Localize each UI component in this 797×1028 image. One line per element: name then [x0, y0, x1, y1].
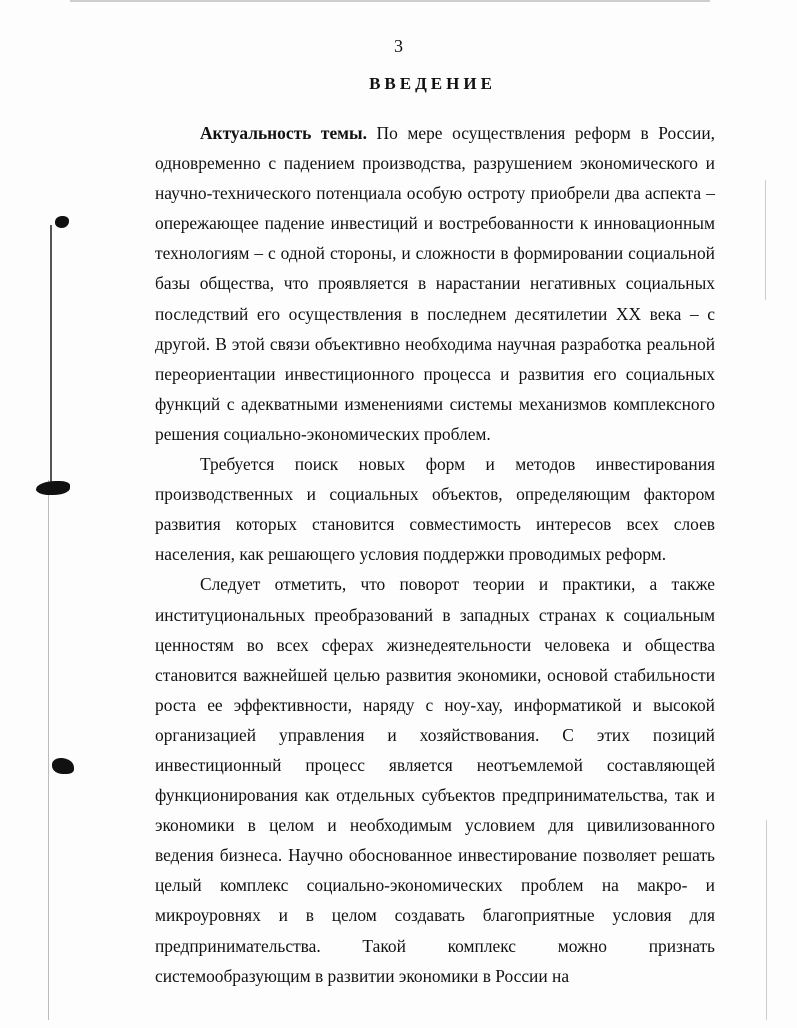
scan-artifact-right-line [765, 180, 766, 300]
ink-blot [36, 481, 70, 495]
body-text [155, 118, 715, 991]
paragraph-text: По мере осуществления реформ в России, одновременно с падением производства, разрушением экономического и научно-технического потенциала особую остроту приобрели два аспекта – опережающее падение инвестиций и востребованности к инновационным технологиям – с одной стороны, и сложности в формировании социальной базы общества, что проявляется в нарастании негативных социальных последствий его осуществления в последнем десятилетии XX века – с другой. В этой связи объективно необходима научная разработка реальной переориентации инвестиционного процесса и развития его социальных функций с адекватными изменениями системы механизмов комплексного решения социально-экономических проблем. [155, 123, 715, 444]
scan-edge-line [70, 0, 710, 2]
scan-artifact-margin-line [50, 225, 52, 485]
ink-blot [55, 216, 69, 228]
scan-artifact-right-line-lower [766, 820, 767, 1020]
page-number: 3 [394, 36, 403, 56]
paragraph [155, 118, 715, 449]
ink-blot [52, 758, 74, 774]
paragraph-text: Следует отметить, что поворот теории и практики, а также институциональных преобразований в западных странах к социальным ценностям во всех сферах жизнедеятельности человека и общества становится важнейшей целью развития экономики, основой стабильности роста ее эффективности, наряду с ноу-хау, информатикой и высокой организацией управления и хозяйствования. С этих позиций инвестиционный процесс является неотъемлемой составляющей функционирования как отдельных субъектов предпринимательства, так и экономики в целом и необходимым условием для цивилизованного ведения бизнеса. Научно обоснованное инвестирование позволяет решать целый комплекс социально-экономических проблем на макро- и микроуровнях и в целом создавать благоприятные условия для предпринимательства. Такой комплекс можно признать системообразующим в развитии экономики в России на [155, 574, 715, 986]
paragraph-text: Требуется поиск новых форм и методов инвестирования производственных и социальных объектов, определяющим фактором развития которых становится совместимость интересов всех слоев населения, как решающего условия поддержки проводимых реформ. [155, 454, 715, 565]
paragraph [155, 569, 715, 990]
paragraph [155, 449, 715, 569]
section-heading: ВВЕДЕНИЕ [369, 74, 496, 93]
paragraph-lead: Актуальность темы. [200, 123, 367, 143]
scan-artifact-margin-line-faint [48, 480, 49, 1020]
